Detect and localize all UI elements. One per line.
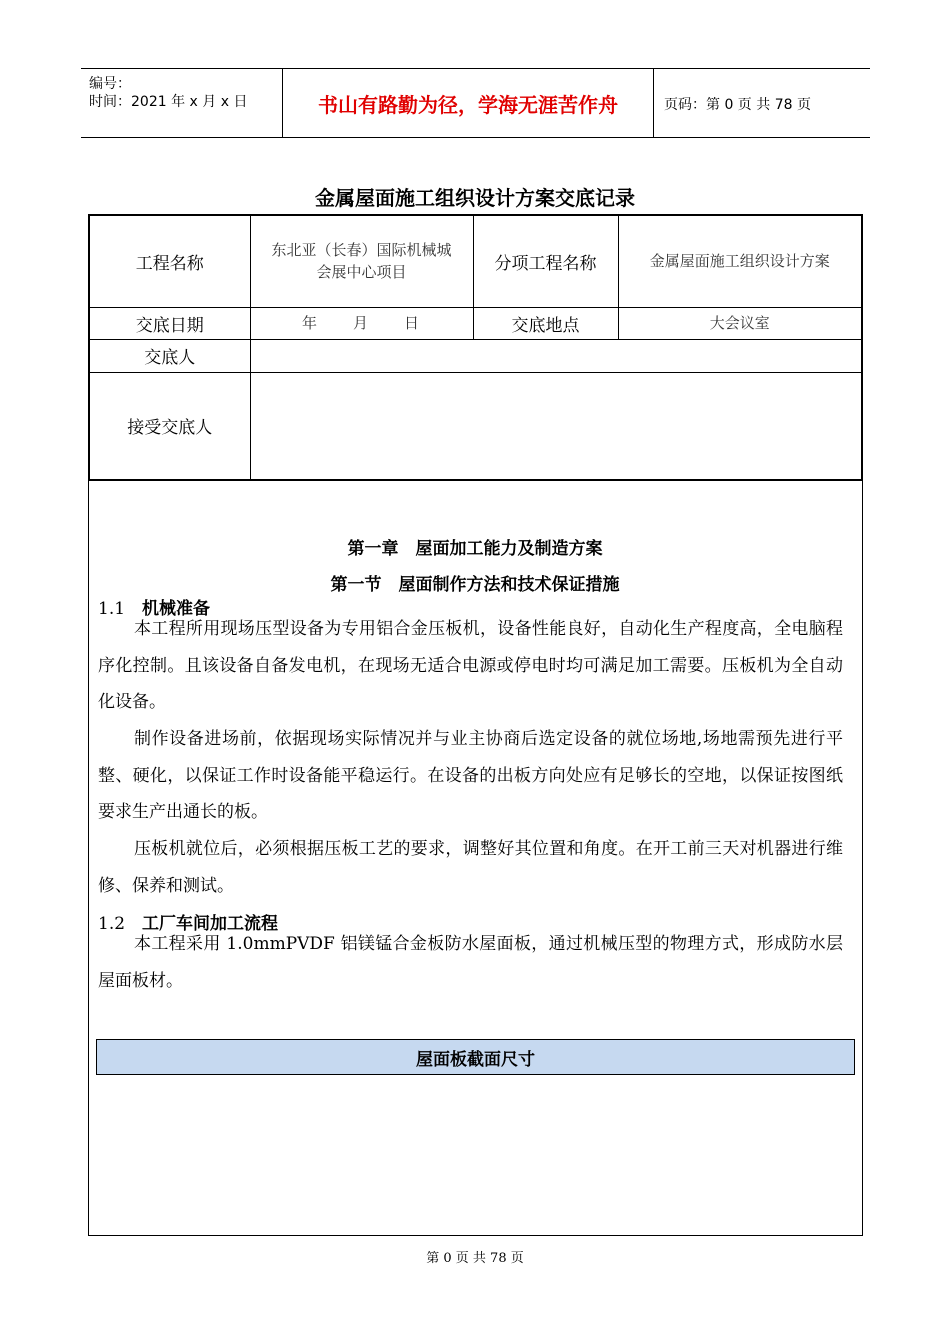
section-bar-roof-panel-dimensions: 屋面板截面尺寸 bbox=[96, 1039, 855, 1075]
receiver-value bbox=[250, 372, 862, 480]
document-title: 金属屋面施工组织设计方案交底记录 bbox=[315, 186, 635, 210]
project-name-line2: 会展中心项目 bbox=[316, 263, 407, 282]
time-label: 时间：2021 年 x 月 x 日 bbox=[89, 94, 248, 110]
sub-project-label: 分项工程名称 bbox=[473, 215, 618, 307]
receiver-label: 接受交底人 bbox=[89, 372, 250, 480]
project-name-label: 工程名称 bbox=[89, 215, 250, 307]
paragraph-2: 制作设备进场前，依据现场实际情况并与业主协商后选定设备的就位场地,场地需预先进行平整、硬化，以保证工作时设备能平稳运行。在设备的出板方向处应有足够长的空地，以保证按图纸要求生产出通长的板。 bbox=[98, 729, 843, 822]
table-row bbox=[89, 215, 862, 307]
date-value: 年 月 日 bbox=[250, 307, 473, 339]
table-row bbox=[89, 307, 862, 339]
project-name-line1: 东北亚（长春）国际机械城 bbox=[271, 241, 452, 260]
page-header bbox=[81, 68, 870, 138]
presenter-label: 交底人 bbox=[89, 339, 250, 372]
header-page-info: 页码：第 0 页 共 78 页 bbox=[664, 97, 811, 113]
subsection-title: 工厂车间加工流程 bbox=[142, 914, 278, 934]
paragraph-4: 本工程采用 1.0mmPVDF 铝镁锰合金板防水屋面板，通过机械压型的物理方式，形成防水层屋面板材。 bbox=[98, 934, 843, 991]
sub-project-value: 金属屋面施工组织设计方案 bbox=[618, 215, 862, 307]
presenter-value bbox=[250, 339, 862, 372]
subsection-title: 机械准备 bbox=[142, 599, 210, 619]
paragraph-3: 压板机就位后，必须根据压板工艺的要求，调整好其位置和角度。在开工前三天对机器进行维修、保养和测试。 bbox=[98, 839, 843, 896]
table-row bbox=[89, 372, 862, 480]
project-name-value bbox=[250, 215, 473, 307]
info-table bbox=[88, 214, 863, 481]
header-meta bbox=[81, 69, 281, 137]
page-footer: 第 0 页 共 78 页 bbox=[426, 1251, 524, 1266]
chapter-title: 第一章 屋面加工能力及制造方案 bbox=[347, 539, 603, 559]
section-title: 第一节 屋面制作方法和技术保证措施 bbox=[330, 575, 620, 595]
number-label: 编号： bbox=[89, 76, 131, 92]
place-value: 大会议室 bbox=[618, 307, 862, 339]
header-motto: 书山有路勤为径，学海无涯苦作舟 bbox=[282, 69, 654, 137]
subsection-number: 1.1 bbox=[98, 599, 126, 619]
place-label: 交底地点 bbox=[473, 307, 618, 339]
table-row bbox=[89, 339, 862, 372]
paragraph-1: 本工程所用现场压型设备为专用铝合金压板机，设备性能良好，自动化生产程度高，全电脑程序化控制。且该设备自备发电机，在现场无适合电源或停电时均可满足加工需要。压板机为全自动化设备。 bbox=[98, 619, 843, 712]
date-label: 交底日期 bbox=[89, 307, 250, 339]
subsection-number: 1.2 bbox=[98, 914, 126, 934]
